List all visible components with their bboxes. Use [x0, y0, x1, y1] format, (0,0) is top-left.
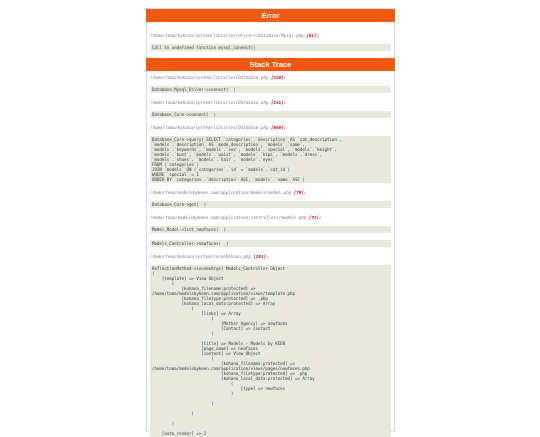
error-message: Call to undefined function mysql_connect()	[150, 44, 391, 51]
stack-frame	[150, 75, 391, 93]
error-panel	[146, 8, 395, 436]
stack-frame	[150, 254, 391, 437]
error-location	[150, 33, 391, 38]
frame-line: [220]:	[271, 75, 287, 80]
frame-location	[150, 190, 391, 195]
frame-line: [860]:	[271, 125, 287, 130]
stack-frame	[150, 215, 391, 233]
error-title: Error	[261, 11, 280, 20]
stack-trace-title: Stack Trace	[249, 60, 292, 69]
frame-file: /home/toma/kohana/system/libraries/Database.php	[150, 100, 269, 105]
frame-file: /home/toma/modelsbykeen.com/application/controllers/models.php	[150, 215, 307, 220]
frame-file: /home/toma/kohana/system/libraries/Database.php	[150, 125, 269, 130]
frame-line: [71]:	[308, 215, 322, 220]
frame-location	[150, 254, 391, 259]
frame-location	[150, 75, 391, 80]
frame-code: Database_Core->get( )	[150, 201, 391, 208]
error-file: /home/toma/kohana/system/libraries/drivers/Database/Mysql.php	[150, 33, 304, 38]
frame-file: /home/toma/kohana/system/libraries/Database.php	[150, 75, 269, 80]
frame-code: Models_Controller->newfaces( )	[150, 240, 391, 247]
frame-file: /home/toma/modelsbykeen.com/application/models/model.php	[150, 190, 292, 195]
stack-trace-header	[146, 58, 395, 71]
error-section	[147, 22, 394, 51]
frame-location	[150, 125, 391, 130]
stack-frame	[150, 100, 391, 118]
frame-line: [291]:	[253, 254, 269, 259]
error-line: [61]:	[306, 33, 319, 38]
stack-frame	[150, 190, 391, 208]
stack-frame	[150, 240, 391, 247]
frame-code: Model_Model->list_newfaces( )	[150, 226, 391, 233]
frame-code: ReflectionMethod->invokeArgs( Models_Controller Object ( [template] => View Object ( [kohana_filename:protected] => /home/toma/modelsbykeen.com/application/views/template.php [kohana_filetype:protected] => .php [kohana_local_data:protected] => Array ( [links] => Array ( [Mother Agency] => newfaces [Contact] => contact ) [title] => Models - Models by KEEN [page_name] => newfaces [content] => View Object ( [kohana_filename:protected] => /home/toma/modelsbykeen.com/application/views/pages/newfaces.php [kohana_filetype:protected] => .php [kohana_local_data:protected] => Array ( [type] => newfaces ) ) ) ) [auto_render] => 1	[150, 265, 391, 437]
frame-location	[150, 100, 391, 105]
frame-line: [79]:	[293, 190, 307, 195]
frame-code: Database_Mysql_Driver->connect( )	[150, 86, 391, 93]
stack-trace-list	[147, 71, 394, 437]
frame-code: Database_Core->connect( )	[150, 111, 391, 118]
frame-code: Database_Core->query( SELECT `categories`.`description` AS `cat_description`, `models`.`description` AS `mode_description`, `models`.`name`, `models`.`keywords`, `models`.`sex`, `models`.`special`, `models`.`height`, `models`.`bust`, `models`.`waist`, `models`.`hips`, `models`.`dress`, `models`.`shoes`, `models`.`hair`, `models`.`eyes` FROM (`categories`) JOIN `models` ON (`categories`.`id` = `models`.`cat_id`) WHERE `special` = 1 ORDER BY `categories`.`description` ASC, `models`.`name` ASC )	[150, 136, 391, 183]
error-header	[146, 9, 395, 22]
stack-frame	[150, 125, 391, 183]
frame-line: [241]:	[271, 100, 287, 105]
frame-file: /home/toma/kohana/system/core/Kohana.php	[150, 254, 251, 259]
frame-location	[150, 215, 391, 220]
